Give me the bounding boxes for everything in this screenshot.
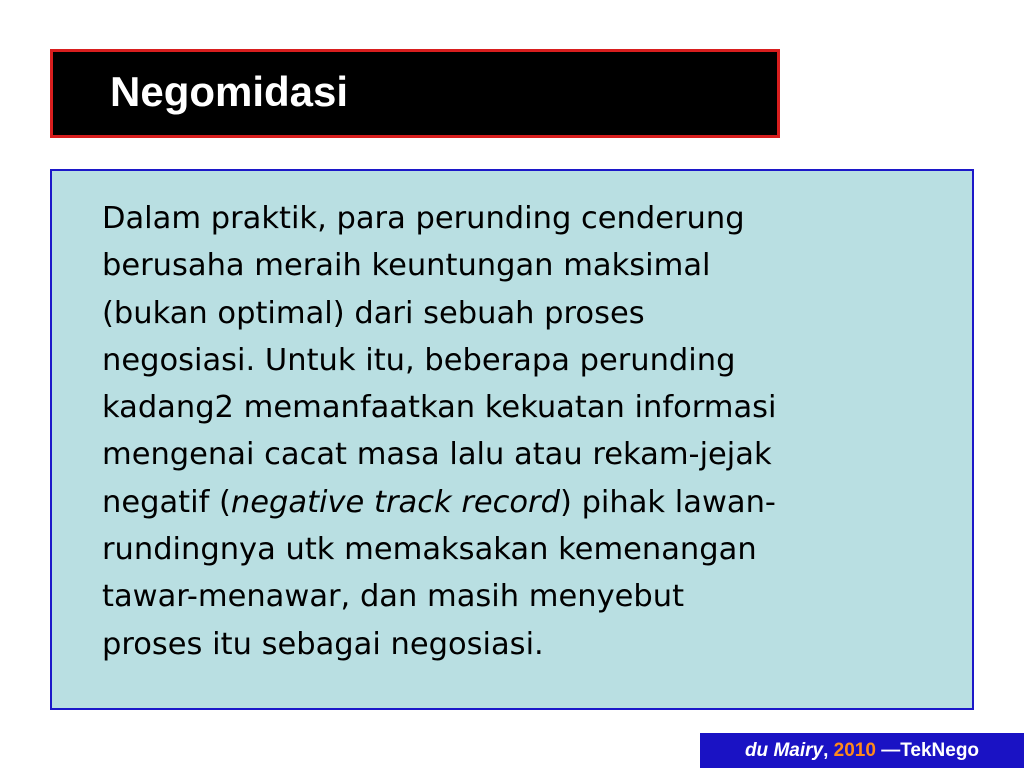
footer-separator: — [875,740,901,761]
body-box [50,169,974,710]
body-text-segment: ) pihak lawan- [559,484,776,520]
body-line: mengenai cacat masa lalu atau rekam-jejak [102,437,772,473]
body-line: (bukan optimal) dari sebuah proses [102,295,645,331]
footer-year: 2010 [833,740,876,761]
slide-title: Negomidasi [110,68,349,115]
body-line: berusaha meraih keuntungan maksimal [102,248,711,284]
footer-credit [700,733,1024,768]
footer-separator: , [823,740,834,761]
body-line: negosiasi. Untuk itu, beberapa perunding [102,342,736,378]
body-line-with-italic [102,479,962,526]
footer-brand: TekNego [900,740,980,761]
body-line: rundingnya utk memaksakan kemenangan [102,532,757,568]
title-box [50,49,780,138]
body-line: kadang2 memanfaatkan kekuatan informasi [102,390,777,426]
italic-term: negative track record [230,484,560,520]
body-line: tawar-menawar, dan masih menyebut [102,579,685,615]
body-text-segment: negatif ( [102,484,231,520]
body-line: proses itu sebagai negosiasi. [102,626,544,662]
body-line: Dalam praktik, para perunding cenderung [102,201,745,236]
footer-author: du Mairy [744,740,824,761]
body-paragraph [102,195,962,668]
